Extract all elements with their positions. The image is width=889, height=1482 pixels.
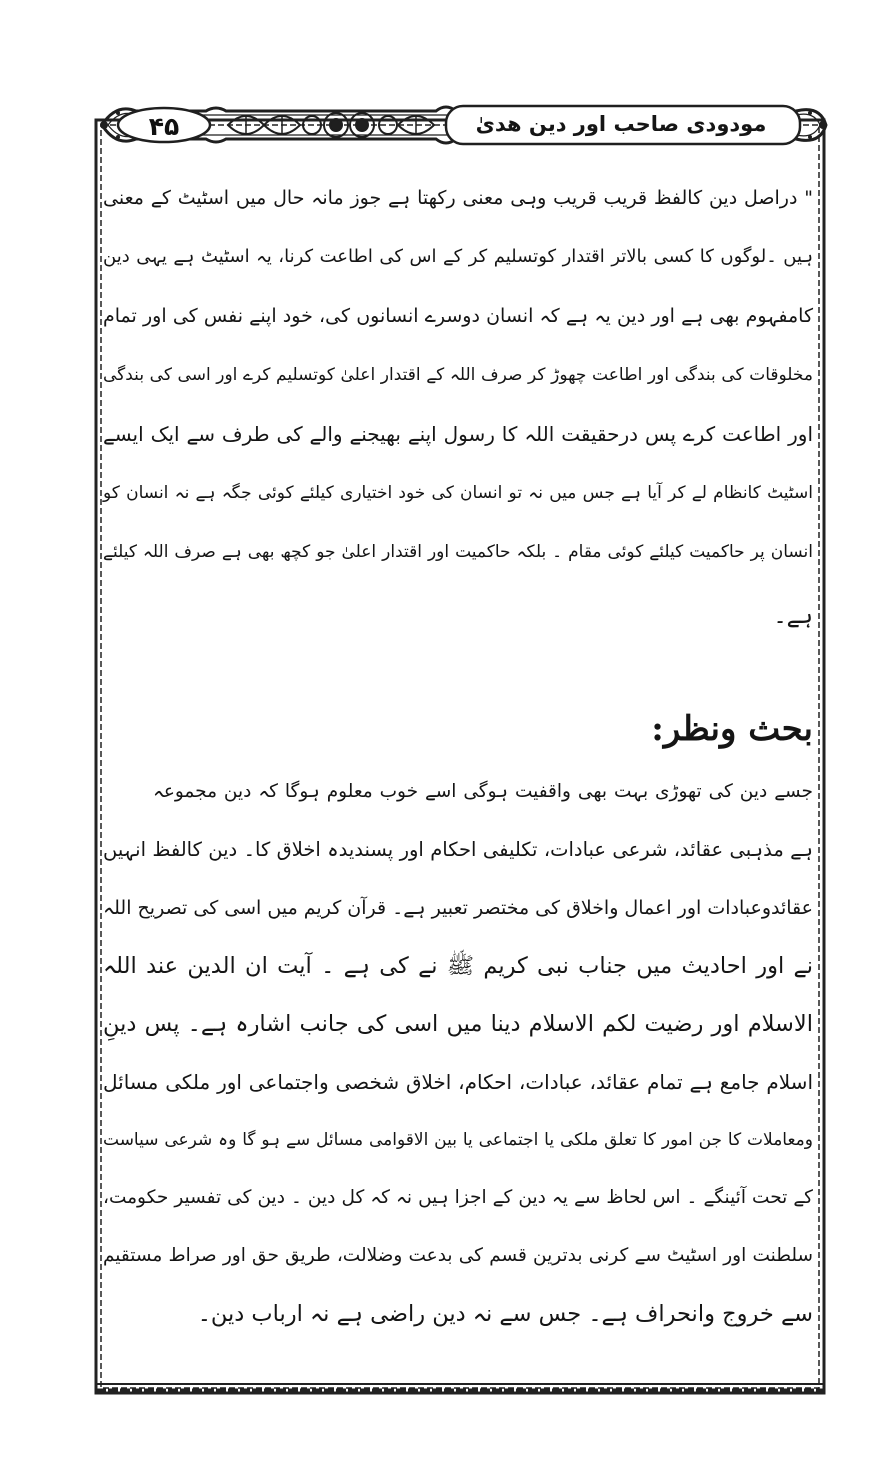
quote-line: اور اطاعت کرے پس درحقیقت اللہ کا رسول اپنے بھیجنے والے کی طرف سے ایک ایسے <box>103 422 813 446</box>
quote-line: " دراصل دین کالفظ قریب قریب وہی معنی رکھتا ہے جوز مانہ حال میں اسٹیٹ کے معنی <box>103 187 813 209</box>
quote-line: مخلوقات کی بندگی اور اطاعت چھوڑ کر صرف اللہ کے اقتدار اعلیٰ کوتسلیم کرے اور اسی کی بندگی <box>103 365 813 385</box>
body-line: ہے مذہبی عقائد، شرعی عبادات، تکلیفی احکام اور پسندیدہ اخلاق کا۔ دین کالفظ انہیں <box>103 838 813 861</box>
body-line: سلطنت اور اسٹیٹ سے کرنی بدترین قسم کی بدعت وضلالت، طریق حق اور صراط مستقیم <box>103 1245 813 1266</box>
body-line: عقائدوعبادات اور اعمال واخلاق کی مختصر تعبیر ہے۔ قرآن کریم میں اسی کی تصریح اللہ <box>103 897 813 919</box>
body-line: نے اور احادیث میں جناب نبی کریم ﷺ نے کی ہے ۔ آیت ان الدین عند اللہ <box>103 953 813 979</box>
quote-line: ہے۔ <box>773 603 813 629</box>
quote-line: کامفہوم بھی ہے اور دین یہ ہے کہ انسان دوسرے انسانوں کی، خود اپنے نفس کی اور تمام <box>103 305 813 327</box>
body-line: کے تحت آئینگے ۔ اس لحاظ سے یہ دین کے اجزا ہیں نہ کہ کل دین ۔ دین کی تفسیر حکومت، <box>103 1187 813 1208</box>
body-line: سے خروج وانحراف ہے۔ جس سے نہ دین راضی ہے نہ ارباب دین۔ <box>197 1301 813 1327</box>
quote-line: اسٹیٹ کانظام لے کر آیا ہے جس میں نہ تو انسان کی خود اختیاری کیلئے کوئی جگہ ہے نہ انسان کو <box>103 483 813 503</box>
quote-line: ہیں ۔لوگوں کا کسی بالاتر اقتدار کوتسلیم کر کے اس کی اطاعت کرنا، یہ اسٹیٹ ہے یہی دین <box>103 246 813 267</box>
page-number: ۴۵ <box>148 111 180 141</box>
section-heading: بحث ونظر: <box>651 709 813 749</box>
body-line: اسلام جامع ہے تمام عقائد، عبادات، احکام، اخلاق شخصی واجتماعی اور ملکی مسائل <box>103 1070 813 1094</box>
running-title: مودودی صاحب اور دین ھدیٰ <box>475 112 767 136</box>
body-line: ومعاملات کا جن امور کا تعلق ملکی یا اجتماعی یا بین الاقوامی مسائل سے ہو گا وہ شرعی سیاست <box>103 1130 813 1150</box>
body-line: الاسلام اور رضیت لکم الاسلام دینا میں اسی کی جانب اشارہ ہے۔ پس دینِ <box>103 1011 813 1037</box>
body-line: جسے دین کی تھوڑی بہت بھی واقفیت ہوگی اسے خوب معلوم ہوگا کہ دین مجموعہ <box>153 781 813 802</box>
quote-line: انسان پر حاکمیت کیلئے کوئی مقام ۔ بلکہ حاکمیت اور اقتدار اعلیٰ جو کچھ بھی ہے صرف اللہ کیلئے <box>103 542 813 562</box>
